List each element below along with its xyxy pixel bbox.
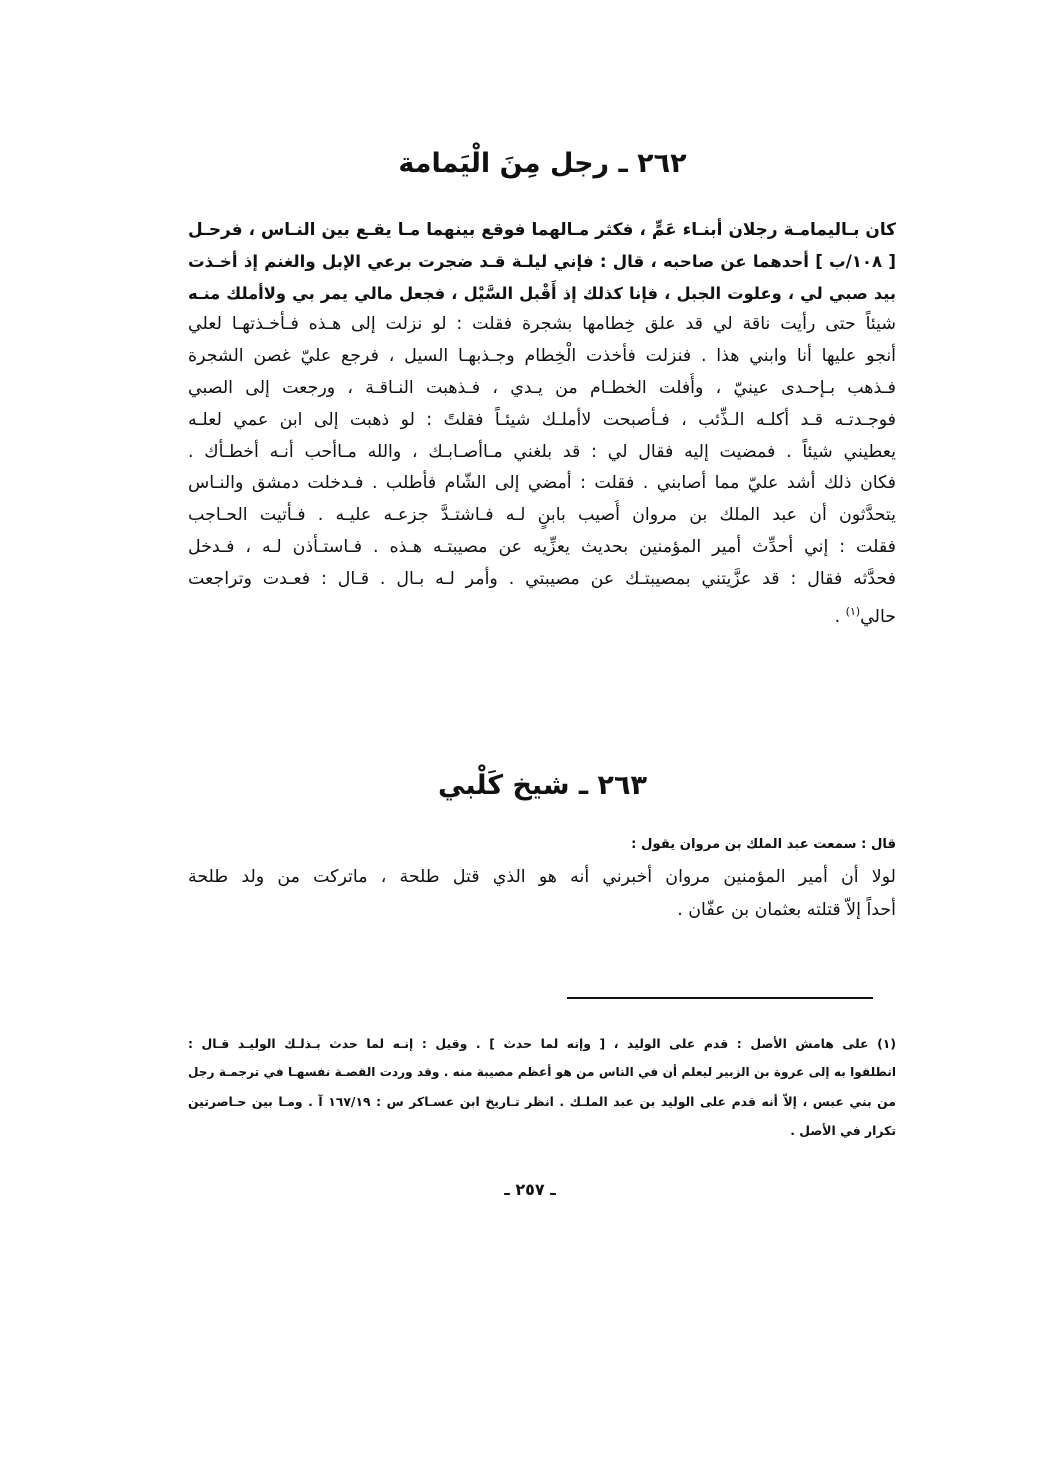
body-line: فـذهب بـإحـدى عينيّ ، وأُفلت الخطـام من يـدي ، فـذهبت النـاقـة ، ورجعت إلى الصبي: [188, 377, 896, 398]
body-line: [ ١٠٨/ب ] أحدهما عن صاحبه ، قال : فإني ليلـة قـد ضجرت برعي الإبل والغنم إذ أخـذت: [188, 251, 896, 271]
body-line: فقلت : إني أحدِّث أمير المؤمنين بحديث يعزِّيه عن مصيبتـه هـذه . فـاستـأذن لـه ، فـدخل: [188, 536, 896, 557]
body-line: فحدَّثه فقال : قد عزَّيتني بمصيبتـك عن مصيبتي . وأمر لـه بـال . قـال : فعـدت وتراجعت: [188, 568, 896, 589]
footnote-reference[interactable]: (١): [845, 604, 861, 618]
last-line-period: .: [834, 606, 846, 627]
body-line: فكان ذلك أشد عليّ مما أصابني . فقلت : أمضي إلى الشّام فأطلب . فـدخلت دمشق والنـاس: [188, 473, 896, 494]
section-262-title: ٢٦٢ ـ رجل مِنَ الْيَمامة: [398, 148, 687, 179]
footnote: [188, 1029, 896, 1145]
page-number: ـ ٢٥٧ ـ: [504, 1180, 556, 1199]
footnote-line: (١) على هامش الأصل : قدم على الوليد ، [ وإنه لما حدث ] . وقيل : إنـه لما حدث بـذلـك الوليـد قـال :: [188, 1036, 896, 1051]
body-line: لولا أن أمير المؤمنين مروان أخبرني أنه هو الذي قتل طلحة ، ماتركت من ولد طلحة: [188, 867, 896, 887]
body-line: كان بـاليمامـة رجلان أبنـاء عَمٍّ ، فكثر مـالهما فوقع بينهما مـا يقـع بين النـاس ، فرحـل: [188, 219, 896, 239]
body-line: بيد صبي لي ، وعلوت الجبل ، فإنا كذلك إذ أَقْبل السَّيْل ، فجعل مالي يمر بي ولاأملك منـه: [188, 283, 896, 303]
body-last-line: [188, 596, 896, 634]
section-262-body: [188, 214, 896, 633]
body-line: فوجـدتـه قـد أكلـه الـذِّئب ، فـأصبحت لاأملـك شيئـاً فقلتً : لو ذهبت إلى ابن عمي لعلـه: [188, 409, 896, 430]
body-line: شيئاً حتى رأيت ناقة لي قد علق خِطامها بشجرة فقلت : لو نزلت إلى هـذه فـأخـذتهـا لعلي: [188, 314, 896, 335]
section-263-title: ٢٦٣ ـ شيخ كَلْبي: [438, 770, 647, 801]
section-263-body: [188, 861, 896, 927]
footnote-divider: [567, 997, 873, 999]
body-line: يتحدَّثون أن عبد الملك بن مروان أُصيب بابنٍ لـه فـاشتـدَّ جزعـه عليـه . فـأتيت الحـاجب: [188, 505, 896, 526]
footnote-line: من بني عبس ، إلاّ أنه قدم على الوليد بن عبد الملـك . انظر تـاريخ ابن عسـاكر س : ١٦٧/١٩ آ . ومـا بين حـاصرتين: [188, 1094, 896, 1109]
section-263-intro: قال : سمعت عبد الملك بن مروان يقول :: [631, 837, 896, 852]
footnote-line: انطلقوا به إلى عروة بن الزبير ليعلم أن في الناس من هو أعظم مصيبة منه . وقد وردت القصـة نفسهـا في ترجمـة رجل: [188, 1065, 896, 1079]
body-line: يعطيني شيئاً . فمضيت إليه فقال لي : قد بلغني مـاأصـابـك ، والله مـاأحب أنـه أخطـأك .: [188, 441, 896, 462]
body-line: أحداً إلاّ قتلته بعثمان بن عفّان .: [677, 900, 896, 920]
body-line: أنجو عليها أنا وابني هذا . فنزلت فأخذت الْخِطام وجـذبهـا السيل ، فرجع عليّ غصن الشجرة: [188, 346, 896, 367]
footnote-line: تكرار في الأصل .: [790, 1123, 896, 1138]
last-line-word: حالي: [860, 606, 896, 627]
